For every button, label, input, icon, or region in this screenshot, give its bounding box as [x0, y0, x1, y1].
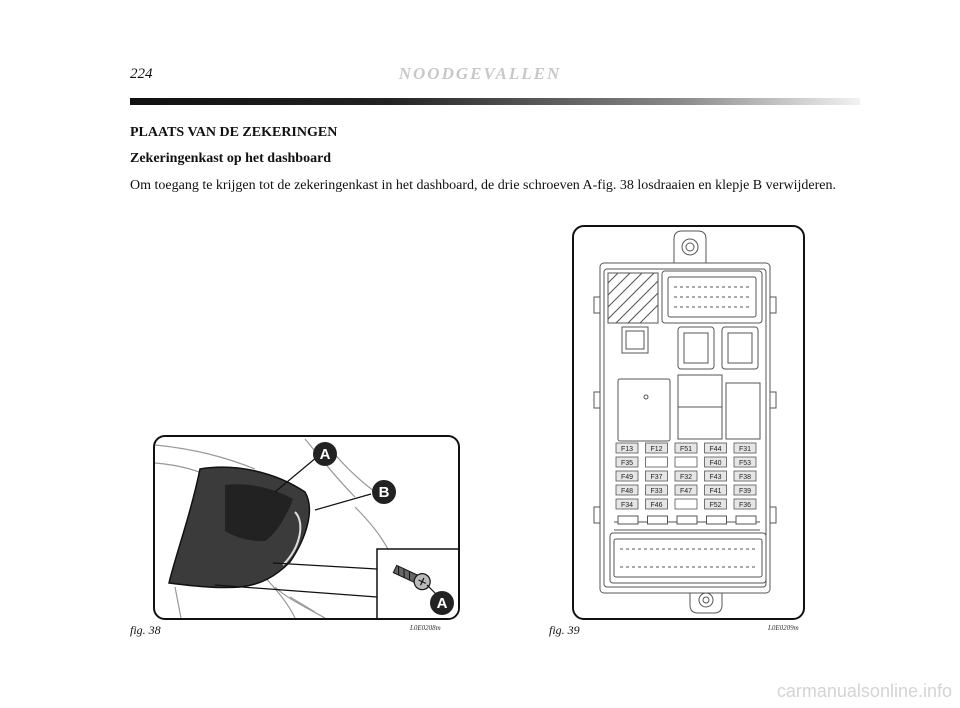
dashboard-cover-drawing	[155, 437, 458, 618]
fuse-f52	[705, 499, 727, 509]
svg-text:F48: F48	[620, 488, 634, 495]
svg-text:F38: F38	[738, 474, 752, 481]
svg-text:F40: F40	[709, 460, 722, 467]
fuse-f37	[646, 471, 668, 481]
figure-38-code: L0E0208m	[410, 624, 441, 632]
svg-text:A: A	[436, 595, 448, 612]
callout-a-bottom	[430, 591, 454, 615]
fuse-f43	[705, 471, 727, 481]
svg-text:F52: F52	[709, 502, 722, 509]
svg-text:F32: F32	[679, 474, 693, 481]
svg-text:F13: F13	[620, 446, 634, 453]
fuse-f48	[616, 485, 638, 495]
callout-b	[372, 480, 396, 504]
header-rule	[130, 98, 860, 105]
svg-text:F37: F37	[650, 474, 663, 481]
svg-text:A: A	[319, 446, 331, 463]
instruction-paragraph: Om toegang te krijgen tot de zekeringenkast in het dashboard, de drie schroeven A-fig. 38 losdraaien en klepje B verwijderen.	[130, 178, 836, 193]
fuse-f44	[705, 443, 727, 453]
fuse-slot-empty	[646, 457, 668, 467]
svg-text:F51: F51	[679, 446, 693, 453]
fuse-slot-empty	[675, 457, 697, 467]
fuse-f12	[646, 443, 668, 453]
fuse-f41	[705, 485, 727, 495]
callout-a-top	[313, 442, 337, 466]
fuse-f46	[646, 499, 668, 509]
fuse-f31	[734, 443, 756, 453]
figure-39-code: L0E0209m	[768, 624, 799, 632]
page-number: 224	[130, 66, 153, 82]
svg-text:F31: F31	[738, 446, 752, 453]
fuse-f34	[616, 499, 638, 509]
fuse-f38	[734, 471, 756, 481]
fuse-f49	[616, 471, 638, 481]
fuse-latch	[677, 516, 697, 524]
svg-text:F34: F34	[620, 502, 634, 509]
watermark: carmanualsonline.info	[776, 681, 952, 701]
figure-39-caption: fig. 39	[549, 623, 580, 637]
fuse-latch	[648, 516, 668, 524]
figure-38-caption: fig. 38	[130, 623, 161, 637]
fuse-f33	[646, 485, 668, 495]
fuse-latch	[707, 516, 727, 524]
svg-text:F43: F43	[709, 474, 722, 481]
fuse-f35	[616, 457, 638, 467]
fuse-latch	[618, 516, 638, 524]
fuse-slot-empty	[675, 499, 697, 509]
fuse-f13	[616, 443, 638, 453]
fuse-f53	[734, 457, 756, 467]
fuse-f36	[734, 499, 756, 509]
fuse-f32	[675, 471, 697, 481]
svg-text:F46: F46	[650, 502, 663, 509]
svg-text:B: B	[378, 484, 390, 501]
figure-38-illustration	[153, 435, 460, 620]
fuse-f47	[675, 485, 697, 495]
svg-text:F12: F12	[650, 446, 663, 453]
svg-text:F36: F36	[738, 502, 752, 509]
figure-39-illustration	[572, 225, 805, 620]
fuse-f40	[705, 457, 727, 467]
fuse-latch	[736, 516, 756, 524]
subsection-heading: Zekeringenkast op het dashboard	[130, 151, 332, 166]
fuse-box-drawing	[574, 227, 803, 618]
svg-text:F39: F39	[738, 488, 752, 495]
fuse-f39	[734, 485, 756, 495]
svg-text:F41: F41	[709, 488, 722, 495]
section-heading: PLAATS VAN DE ZEKERINGEN	[130, 125, 338, 140]
svg-text:F53: F53	[738, 460, 752, 467]
section-title: NOODGEVALLEN	[398, 64, 562, 83]
svg-text:F49: F49	[620, 474, 634, 481]
svg-text:F44: F44	[709, 446, 722, 453]
svg-text:F47: F47	[679, 488, 693, 495]
svg-text:F33: F33	[650, 488, 663, 495]
fuse-f51	[675, 443, 697, 453]
svg-text:F35: F35	[620, 460, 634, 467]
